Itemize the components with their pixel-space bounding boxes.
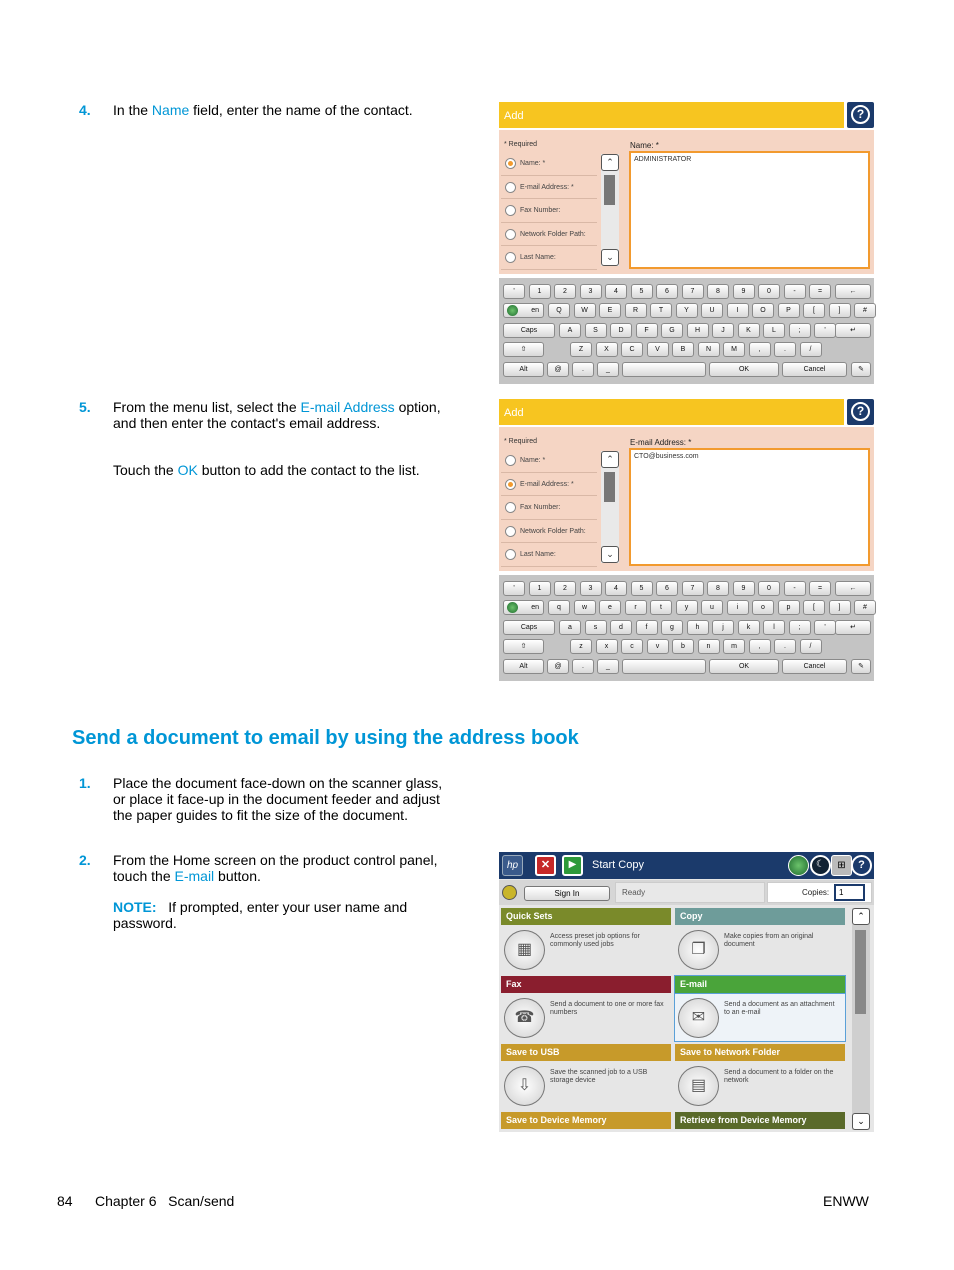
key-button[interactable]: 6 — [656, 284, 678, 299]
key-button[interactable]: ↵ — [835, 620, 871, 635]
key-button[interactable]: 5 — [631, 581, 653, 596]
globe-icon[interactable] — [788, 855, 809, 876]
key-button[interactable]: A — [559, 323, 581, 338]
key-button[interactable]: k — [738, 620, 760, 635]
tile-header[interactable]: E-mail — [675, 976, 845, 993]
tile-icon: ❐ — [678, 930, 719, 970]
key-button[interactable]: Cancel — [782, 362, 847, 377]
note-text: If prompted, enter your user name and password. — [113, 899, 408, 931]
doc-code: ENWW — [823, 1193, 869, 1209]
key-button[interactable]: @ — [547, 659, 569, 674]
field-option[interactable] — [501, 152, 597, 176]
field-scrollbar[interactable] — [601, 451, 619, 563]
value-input[interactable]: ADMINISTRATOR — [629, 151, 870, 269]
field-option[interactable] — [501, 543, 597, 567]
key-button[interactable]: @ — [547, 362, 569, 377]
key-button[interactable]: 6 — [656, 581, 678, 596]
key-button[interactable]: 2 — [554, 581, 576, 596]
copies-label: Copies: — [802, 888, 830, 897]
page-number: 84 — [57, 1193, 73, 1209]
key-button[interactable]: ✎ — [851, 659, 871, 674]
add-contact-panel — [499, 102, 874, 384]
key-button[interactable]: W — [574, 303, 596, 318]
key-button[interactable]: 4 — [605, 581, 627, 596]
key-button[interactable]: X — [596, 342, 618, 357]
step-text-pre: From the Home screen on the product control panel, touch the — [113, 852, 438, 884]
key-button[interactable]: O — [752, 303, 774, 318]
key-button[interactable]: ; — [789, 323, 811, 338]
help-icon[interactable]: ? — [851, 855, 872, 876]
key-button[interactable]: l — [763, 620, 785, 635]
key-button[interactable]: b — [672, 639, 694, 654]
key-button[interactable]: g — [661, 620, 683, 635]
step-text-post: button to add the contact to the list. — [197, 462, 420, 478]
scroll-up-button[interactable]: ⌃ — [601, 154, 619, 171]
field-option[interactable] — [501, 199, 597, 223]
note — [113, 899, 448, 931]
key-button[interactable]: OK — [709, 362, 779, 377]
key-button[interactable]: # — [854, 600, 876, 615]
status-bar — [499, 880, 874, 905]
field-option-label: Name: * — [520, 160, 546, 167]
copies-input[interactable]: 1 — [834, 884, 865, 901]
help-button[interactable] — [847, 102, 874, 128]
key-button[interactable]: p — [778, 600, 800, 615]
step-text-pre: From the menu list, select the — [113, 399, 301, 415]
field-option-label: E-mail Address: * — [520, 183, 574, 191]
key-button[interactable]: ] — [829, 600, 851, 615]
tile-header[interactable]: Save to Network Folder — [675, 1044, 845, 1061]
key-button[interactable]: 9 — [733, 284, 755, 299]
key-button[interactable]: 5 — [631, 284, 653, 299]
field-option-label: Last Name: — [520, 254, 556, 261]
tile-icon: ☎ — [504, 998, 545, 1038]
step-text-pre: Touch the — [113, 462, 178, 478]
help-icon: ? — [851, 402, 870, 421]
key-button[interactable]: ' — [814, 323, 836, 338]
key-button[interactable]: 8 — [707, 284, 729, 299]
tile-icon: ▤ — [678, 1066, 719, 1106]
radio-icon[interactable] — [505, 182, 516, 193]
help-icon: ? — [851, 105, 870, 124]
key-button[interactable]: / — [800, 342, 822, 357]
field-list — [501, 449, 597, 567]
sign-in-button[interactable]: Sign In — [524, 886, 610, 901]
key-button[interactable]: ↵ — [835, 323, 871, 338]
key-button[interactable]: Cancel — [782, 659, 847, 674]
key-button[interactable]: en — [503, 600, 544, 615]
tile-header[interactable]: Quick Sets — [501, 908, 671, 925]
key-button[interactable]: o — [752, 600, 774, 615]
key-button[interactable]: j — [712, 620, 734, 635]
radio-icon[interactable] — [505, 549, 516, 560]
tile-header[interactable]: Fax — [501, 976, 671, 993]
field-list — [501, 152, 597, 270]
key-button[interactable]: Y — [676, 303, 698, 318]
key-button[interactable]: [ — [803, 303, 825, 318]
key-button[interactable]: Q — [548, 303, 570, 318]
field-reference-link: Name — [151, 102, 190, 118]
field-reference-link: E-mail Address — [300, 399, 395, 415]
key-button[interactable]: OK — [709, 659, 779, 674]
step-text-post: field, enter the name of the contact. — [189, 102, 413, 118]
key-button[interactable]: 8 — [707, 581, 729, 596]
key-button[interactable]: ' — [814, 620, 836, 635]
key-button[interactable]: - — [784, 284, 806, 299]
tile-description: Send a document to a folder on the network — [724, 1069, 834, 1084]
key-button[interactable]: ← — [835, 284, 871, 299]
chapter-label: Chapter 6 Scan/send — [95, 1193, 235, 1209]
key-button[interactable]: ✎ — [851, 362, 871, 377]
required-note: * Required — [504, 141, 538, 148]
key-button[interactable]: u — [701, 600, 723, 615]
add-contact-panel — [499, 399, 874, 681]
key-button[interactable]: C — [621, 342, 643, 357]
scroll-up-button[interactable]: ⌃ — [601, 451, 619, 468]
onscreen-keyboard — [499, 575, 874, 681]
stop-icon[interactable]: ✕ — [535, 855, 556, 876]
key-button[interactable]: s — [585, 620, 607, 635]
step-text: Place the document face-down on the scanner glass, or place it face-up in the document feeder and adjust the paper guides to fit the size of the document. — [113, 775, 443, 823]
key-button[interactable]: T — [650, 303, 672, 318]
value-input[interactable]: CTO@business.com — [629, 448, 870, 566]
key-button[interactable]: . — [774, 342, 796, 357]
key-button[interactable]: y — [676, 600, 698, 615]
key-button[interactable]: h — [687, 620, 709, 635]
key-button[interactable]: ⇧ — [503, 639, 544, 654]
key-button[interactable]: 3 — [580, 581, 602, 596]
scroll-down-button[interactable]: ⌄ — [601, 249, 619, 266]
tile-description: Send a document as an attachment to an e-mail — [724, 1001, 835, 1016]
step-number: 1. — [79, 775, 91, 791]
button-reference-link: OK — [177, 462, 198, 478]
key-button[interactable]: 0 — [758, 284, 780, 299]
lock-icon[interactable] — [502, 885, 517, 900]
key-button[interactable]: V — [647, 342, 669, 357]
help-button[interactable] — [847, 399, 874, 425]
contact-form — [499, 130, 874, 274]
key-button[interactable]: 1 — [529, 284, 551, 299]
field-option[interactable] — [501, 496, 597, 520]
key-button[interactable]: x — [596, 639, 618, 654]
add-title-bar: Add — [499, 399, 844, 425]
key-button[interactable]: ] — [829, 303, 851, 318]
step-text — [113, 852, 448, 884]
tile-body[interactable] — [675, 994, 845, 1041]
key-button[interactable]: R — [625, 303, 647, 318]
tile-header[interactable]: Save to Device Memory — [501, 1112, 671, 1129]
key-button[interactable]: Caps — [503, 323, 555, 338]
key-button[interactable]: Alt — [503, 659, 544, 674]
step-text-post: button. — [214, 868, 261, 884]
key-button[interactable]: D — [610, 323, 632, 338]
key-button[interactable]: 0 — [758, 581, 780, 596]
key-button[interactable]: M — [723, 342, 745, 357]
radio-icon[interactable] — [505, 479, 516, 490]
start-icon[interactable]: ▶ — [562, 855, 583, 876]
key-button[interactable]: d — [610, 620, 632, 635]
contact-form — [499, 427, 874, 571]
tile-body[interactable] — [501, 1062, 671, 1109]
key-button[interactable]: K — [738, 323, 760, 338]
key-button[interactable]: / — [800, 639, 822, 654]
radio-icon[interactable] — [505, 252, 516, 263]
language-globe-icon — [507, 602, 518, 613]
radio-icon[interactable] — [505, 205, 516, 216]
home-scrollbar[interactable] — [852, 908, 870, 1130]
tile-icon: ✉ — [678, 998, 719, 1038]
tile-body[interactable] — [501, 926, 671, 973]
key-button[interactable]: N — [698, 342, 720, 357]
field-option-label: Network Folder Path: — [520, 527, 586, 535]
required-note: * Required — [504, 438, 538, 445]
key-button[interactable]: H — [687, 323, 709, 338]
language-globe-icon — [507, 305, 518, 316]
step-number: 5. — [79, 399, 91, 415]
key-button[interactable]: ⇧ — [503, 342, 544, 357]
key-button[interactable]: 1 — [529, 581, 551, 596]
section-heading: Send a document to email by using the address book — [72, 727, 579, 749]
key-button[interactable]: I — [727, 303, 749, 318]
key-button[interactable]: 2 — [554, 284, 576, 299]
scroll-down-button[interactable]: ⌄ — [852, 1113, 870, 1130]
key-button[interactable]: , — [749, 639, 771, 654]
hp-logo-icon[interactable]: hp — [502, 855, 523, 876]
field-option[interactable] — [501, 520, 597, 544]
field-option-label: Fax Number: — [520, 504, 561, 511]
key-button[interactable]: 9 — [733, 581, 755, 596]
tile-header[interactable]: Save to USB — [501, 1044, 671, 1061]
key-button[interactable]: - — [784, 581, 806, 596]
key-button[interactable]: m — [723, 639, 745, 654]
key-button[interactable]: c — [621, 639, 643, 654]
key-button[interactable]: 4 — [605, 284, 627, 299]
key-button[interactable]: = — [809, 284, 831, 299]
key-button[interactable]: i — [727, 600, 749, 615]
step-text — [113, 399, 448, 431]
key-button[interactable]: F — [636, 323, 658, 338]
key-button[interactable]: E — [599, 303, 621, 318]
note-label: NOTE: — [113, 899, 157, 915]
key-button[interactable]: Caps — [503, 620, 555, 635]
field-option[interactable] — [501, 176, 597, 200]
field-option[interactable] — [501, 473, 597, 497]
value-label: Name: * — [630, 141, 659, 150]
key-button[interactable]: J — [712, 323, 734, 338]
step-text-extra — [113, 462, 448, 478]
field-option-label: Fax Number: — [520, 207, 561, 214]
tile-header[interactable]: Copy — [675, 908, 845, 925]
tile-body[interactable] — [501, 994, 671, 1041]
key-button[interactable]: 7 — [682, 581, 704, 596]
key-button[interactable]: ; — [789, 620, 811, 635]
add-title-bar: Add — [499, 102, 844, 128]
sleep-icon[interactable]: ☾ — [810, 855, 831, 876]
tile-header[interactable]: Retrieve from Device Memory — [675, 1112, 845, 1129]
step-text-post: option, and then enter the contact's email address. — [113, 399, 441, 431]
key-button[interactable]: , — [749, 342, 771, 357]
field-option-label: Network Folder Path: — [520, 230, 586, 238]
tile-body[interactable] — [675, 1062, 845, 1109]
scroll-up-button[interactable]: ⌃ — [852, 908, 870, 925]
key-button[interactable]: P — [778, 303, 800, 318]
key-button[interactable]: 7 — [682, 284, 704, 299]
tile-description: Make copies from an original document — [724, 933, 814, 948]
start-copy-label[interactable]: Start Copy — [592, 859, 644, 871]
onscreen-keyboard — [499, 278, 874, 384]
key-button[interactable]: . — [774, 639, 796, 654]
key-button[interactable]: a — [559, 620, 581, 635]
tile-icon: ▦ — [504, 930, 545, 970]
step-text — [113, 102, 448, 118]
key-button[interactable]: [ — [803, 600, 825, 615]
key-button[interactable]: ' — [503, 581, 525, 596]
key-button[interactable]: q — [548, 600, 570, 615]
key-button[interactable]: t — [650, 600, 672, 615]
key-button[interactable]: w — [574, 600, 596, 615]
key-button[interactable] — [622, 362, 706, 377]
key-button[interactable]: z — [570, 639, 592, 654]
field-option[interactable] — [501, 246, 597, 270]
field-option-label: Name: * — [520, 457, 546, 464]
radio-icon[interactable] — [505, 455, 516, 466]
field-scrollbar[interactable] — [601, 154, 619, 266]
key-button[interactable]: e — [599, 600, 621, 615]
key-button[interactable]: Z — [570, 342, 592, 357]
step-number: 4. — [79, 102, 91, 118]
key-button[interactable]: n — [698, 639, 720, 654]
status-text: Ready — [615, 882, 765, 903]
key-button[interactable]: _ — [597, 362, 619, 377]
network-icon[interactable]: ⊞ — [831, 855, 852, 876]
home-top-bar — [499, 852, 874, 879]
scroll-thumb[interactable] — [604, 175, 615, 205]
key-button[interactable]: G — [661, 323, 683, 338]
key-button[interactable]: 3 — [580, 284, 602, 299]
key-button[interactable]: . — [572, 362, 594, 377]
scroll-thumb[interactable] — [855, 930, 866, 1014]
scroll-down-button[interactable]: ⌄ — [601, 546, 619, 563]
key-button[interactable]: f — [636, 620, 658, 635]
radio-icon[interactable] — [505, 502, 516, 513]
radio-icon[interactable] — [505, 158, 516, 169]
step-text-pre: In the — [113, 102, 152, 118]
button-reference-link: E-mail — [174, 868, 215, 884]
key-button[interactable] — [622, 659, 706, 674]
value-label: E-mail Address: * — [630, 438, 692, 447]
tile-body[interactable] — [675, 926, 845, 973]
key-button[interactable]: L — [763, 323, 785, 338]
key-button[interactable]: = — [809, 581, 831, 596]
key-button[interactable]: . — [572, 659, 594, 674]
tile-description: Send a document to one or more fax numbers — [550, 1001, 664, 1016]
key-button[interactable]: Alt — [503, 362, 544, 377]
key-button[interactable]: U — [701, 303, 723, 318]
field-option[interactable] — [501, 449, 597, 473]
home-screen — [499, 852, 874, 1132]
key-button[interactable]: S — [585, 323, 607, 338]
key-button[interactable]: en — [503, 303, 544, 318]
field-option-label: Last Name: — [520, 551, 556, 558]
field-option[interactable] — [501, 223, 597, 247]
radio-icon[interactable] — [505, 526, 516, 537]
tile-icon: ⇩ — [504, 1066, 545, 1106]
key-button[interactable]: ← — [835, 581, 871, 596]
tile-description: Access preset job options for commonly used jobs — [550, 933, 640, 948]
scroll-thumb[interactable] — [604, 472, 615, 502]
key-button[interactable]: # — [854, 303, 876, 318]
key-button[interactable]: B — [672, 342, 694, 357]
tile-description: Save the scanned job to a USB storage device — [550, 1069, 648, 1084]
key-button[interactable]: r — [625, 600, 647, 615]
key-button[interactable]: v — [647, 639, 669, 654]
step-number: 2. — [79, 852, 91, 868]
field-option-label: E-mail Address: * — [520, 480, 574, 488]
key-button[interactable]: ' — [503, 284, 525, 299]
key-button[interactable]: _ — [597, 659, 619, 674]
radio-icon[interactable] — [505, 229, 516, 240]
